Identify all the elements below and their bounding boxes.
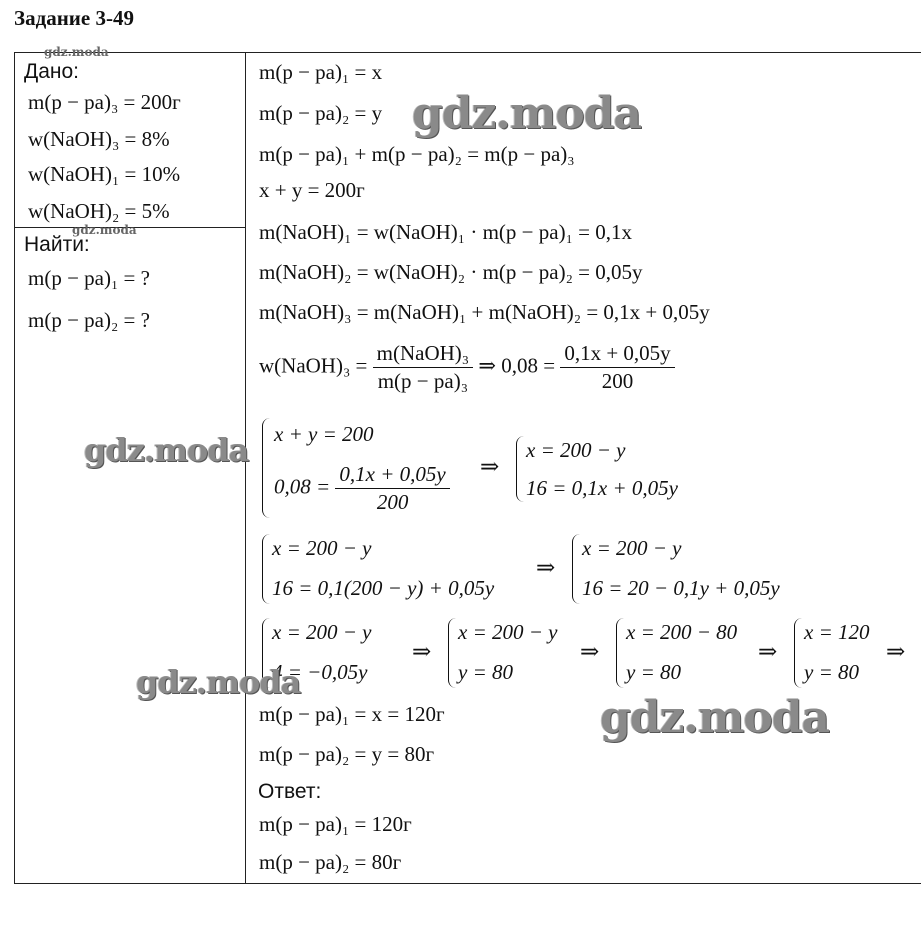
solution-line: m(NaOH)₂ = w(NaOH)₂ · m(p − pa)₂ = 0,05y bbox=[259, 260, 643, 284]
implies-arrow: ⇒ bbox=[580, 639, 600, 664]
solution-line: m(p − pa)₁ + m(p − pa)₂ = m(p − pa)₃ bbox=[259, 142, 575, 166]
fraction-lhs: w(NaOH)₃ = bbox=[259, 353, 368, 378]
system-row bbox=[274, 464, 450, 513]
find-item: m(p − pa)₂ = ? bbox=[28, 308, 150, 332]
brace bbox=[616, 618, 624, 688]
fraction-equation bbox=[259, 343, 675, 392]
watermark: gdz.moda bbox=[412, 88, 642, 139]
implies-arrow: ⇒ bbox=[886, 639, 906, 664]
system-1 bbox=[262, 418, 482, 518]
watermark: gdz.moda bbox=[84, 431, 249, 469]
result-line: m(p − pa)₂ = y = 80г bbox=[259, 742, 435, 766]
system-row: x = 200 − y bbox=[458, 620, 558, 644]
system-row: 16 = 0,1(200 − y) + 0,05y bbox=[272, 576, 495, 600]
system-row: x = 120 bbox=[804, 620, 870, 644]
given-label: Дано: bbox=[24, 60, 80, 83]
answer-label: Ответ: bbox=[258, 780, 322, 803]
given-item: w(NaOH)₃ = 8% bbox=[28, 127, 170, 151]
solution-line: m(p − pa)₁ = x bbox=[259, 60, 383, 84]
fraction-2 bbox=[560, 343, 674, 392]
system-row: 16 = 20 − 0,1y + 0,05y bbox=[582, 576, 780, 600]
system-fraction-denominator: 200 bbox=[376, 490, 409, 514]
implies-arrow: ⇒ bbox=[412, 639, 432, 664]
implies-arrow: ⇒ bbox=[480, 454, 500, 479]
system-4 bbox=[572, 534, 822, 604]
watermark-small: gdz.moda bbox=[44, 45, 109, 59]
system-row: x = 200 − 80 bbox=[626, 620, 738, 644]
solution-line: m(NaOH)₁ = w(NaOH)₁ · m(p − pa)₁ = 0,1x bbox=[259, 220, 632, 244]
brace bbox=[572, 534, 580, 604]
system-row: y = 80 bbox=[626, 660, 681, 684]
system-row: x = 200 − y bbox=[272, 620, 372, 644]
find-label: Найти: bbox=[24, 233, 90, 256]
given-item: m(p − pa)₃ = 200г bbox=[28, 90, 181, 114]
watermark: gdz.moda bbox=[600, 692, 830, 743]
system-2 bbox=[516, 436, 716, 502]
given-item: w(NaOH)₂ = 5% bbox=[28, 199, 170, 223]
page-title: Задание 3-49 bbox=[14, 6, 134, 30]
fraction-2-denominator: 200 bbox=[601, 369, 634, 393]
solution-line: m(p − pa)₂ = y bbox=[259, 101, 383, 125]
system-row: x = 200 − y bbox=[272, 536, 372, 560]
system-row: y = 80 bbox=[458, 660, 513, 684]
fraction-mid: ⇒ 0,08 = bbox=[478, 353, 556, 378]
system-8 bbox=[794, 618, 889, 688]
system-6 bbox=[448, 618, 588, 688]
fraction-1-denominator: m(p − pa)₃ bbox=[377, 369, 469, 393]
system-row: 16 = 0,1x + 0,05y bbox=[526, 476, 678, 500]
system-row: x = 200 − y bbox=[582, 536, 682, 560]
brace bbox=[262, 534, 270, 604]
brace bbox=[516, 436, 524, 502]
answer-line: m(p − pa)₁ = 120г bbox=[259, 812, 412, 836]
system-row: x + y = 200 bbox=[274, 422, 374, 446]
system-row: x = 200 − y bbox=[526, 438, 626, 462]
fraction-2-numerator: 0,1x + 0,05y bbox=[560, 343, 674, 368]
system-row: 4 = −0,05y bbox=[272, 660, 368, 684]
system-row: y = 80 bbox=[804, 660, 859, 684]
system-fraction-numerator: 0,1x + 0,05y bbox=[335, 464, 449, 489]
watermark: gdz.moda bbox=[136, 663, 301, 701]
find-item: m(p − pa)₁ = ? bbox=[28, 266, 150, 290]
brace bbox=[448, 618, 456, 688]
fraction-1-numerator: m(NaOH)₃ bbox=[373, 343, 473, 368]
system-row-lhs: 0,08 = bbox=[274, 474, 331, 499]
system-7 bbox=[616, 618, 766, 688]
system-3 bbox=[262, 534, 542, 604]
brace bbox=[794, 618, 802, 688]
answer-line: m(p − pa)₂ = 80г bbox=[259, 850, 402, 874]
result-line: m(p − pa)₁ = x = 120г bbox=[259, 702, 445, 726]
watermark-small: gdz.moda bbox=[72, 223, 137, 237]
solution-line: m(NaOH)₃ = m(NaOH)₁ + m(NaOH)₂ = 0,1x + 0,05y bbox=[259, 300, 710, 324]
brace bbox=[262, 418, 270, 518]
implies-arrow: ⇒ bbox=[758, 639, 778, 664]
solution-line: x + y = 200г bbox=[259, 178, 365, 202]
fraction-1 bbox=[373, 343, 473, 392]
given-item: w(NaOH)₁ = 10% bbox=[28, 162, 181, 186]
implies-arrow: ⇒ bbox=[536, 555, 556, 580]
system-fraction bbox=[335, 464, 449, 513]
